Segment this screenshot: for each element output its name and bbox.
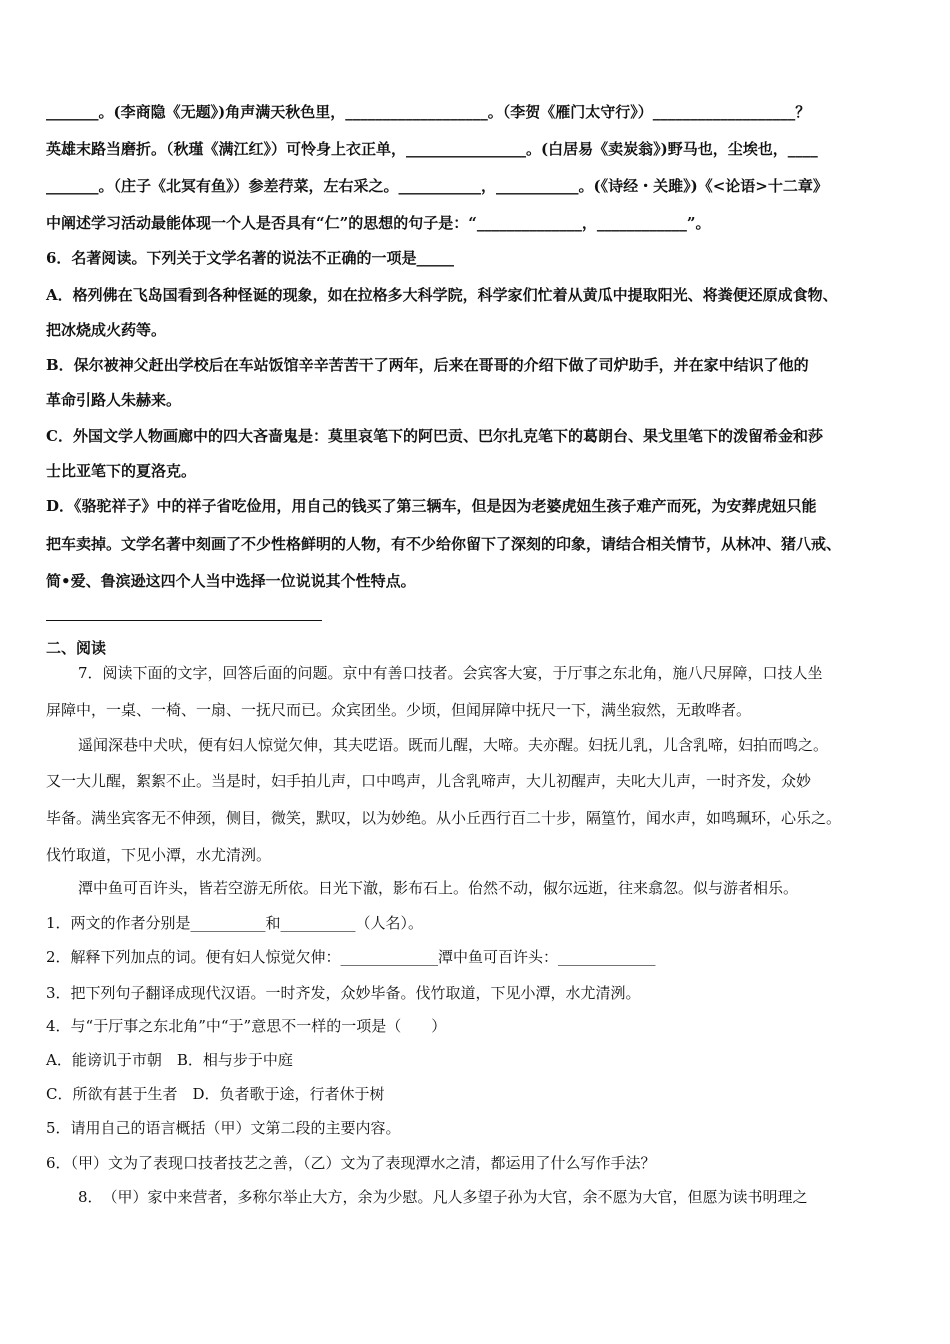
q7-text-line4: 又一大儿醒，絮絮不止。当是时，妇手拍儿声，口中鸣声，儿含乳啼声，大儿初醒声，夫叱大儿声，一时齐发，众妙 [46, 772, 812, 790]
q6-option-d-line1: D．《骆驼祥子》中的祥子省吃俭用，用自己的钱买了第三辆车，但是因为老婆虎妞生孩子难产而死，为安葬虎妞只能 [46, 497, 817, 515]
q6-option-b-line2: 革命引路人朱赫来。 [46, 391, 182, 409]
fill-line-4: 中阐述学习活动最能体现一个人是否具有“仁”的思想的句子是：“______________，____________”。 [46, 214, 711, 232]
q6-option-a-line1: A．格列佛在飞岛国看到各种怪诞的现象，如在拉格多大科学院，科学家们忙着从黄瓜中提取阳光、将粪便还原成食物、 [46, 286, 838, 304]
q7-text-line5: 毕备。满坐宾客无不伸颈，侧目，微笑，默叹，以为妙绝。从小丘西行百二十步，隔篁竹，闻水声，如鸣珮环，心乐之。 [46, 809, 842, 827]
q6-option-c-line1: C．外国文学人物画廊中的四大吝啬鬼是：莫里哀笔下的阿巴贡、巴尔扎克笔下的葛朗台、果戈里笔下的泼留希金和莎 [46, 427, 823, 445]
answer-rule [46, 620, 322, 621]
q6-option-d-line3: 简•爱、鲁滨逊这四个人当中选择一位说说其个性特点。 [46, 572, 416, 590]
q7-text-line2: 屏障中，一桌、一椅、一扇、一抚尺而已。众宾团坐。少顷，但闻屏障中抚尺一下，满坐寂然，无敢哗者。 [46, 701, 752, 719]
q7-text-line3: 遥闻深巷中犬吠，便有妇人惊觉欠伸，其夫呓语。既而儿醒，大啼。夫亦醒。妇抚儿乳，儿含乳啼，妇拍而鸣之。 [78, 736, 829, 754]
q7-text-line1: 7．阅读下面的文字，回答后面的问题。京中有善口技者。会宾客大宴，于厅事之东北角，施八尺屏障，口技人坐 [78, 664, 823, 682]
q6-option-b-line1: B．保尔被神父赶出学校后在车站饭馆辛辛苦苦干了两年，后来在哥哥的介绍下做了司炉助手，并在家中结识了他的 [46, 356, 809, 374]
sub-question-3: 3．把下列句子翻译成现代汉语。一时齐发，众妙毕备。伐竹取道，下见小潭，水尤清洌。 [46, 984, 641, 1002]
sub-question-4-options-cd: C．所欲有甚于生者 D．负者歌于途，行者休于树 [46, 1085, 385, 1103]
q6-option-d-line2: 把车卖掉。文学名著中刻画了不少性格鲜明的人物，有不少给你留下了深刻的印象，请结合相关情节，从林冲、猪八戒、 [46, 535, 842, 553]
section-heading: 二、阅读 [46, 639, 107, 657]
fill-line-3: _______。（庄子《北冥有鱼》）参差荇菜，左右采之。___________，___________。(《诗经・关雎》)《<论语>十二章》 [46, 177, 828, 195]
sub-question-6: 6．（甲）文为了表现口技者技艺之善，（乙）文为了表现潭水之清，都运用了什么写作手法？ [46, 1154, 656, 1172]
fill-line-1: _______。(李商隐《无题》)角声满天秋色里，___________________。（李贺《雁门太守行》）___________________？ [46, 103, 811, 121]
sub-question-1: 1．两文的作者分别是__________和__________（人名）。 [46, 914, 424, 932]
sub-question-4-options-ab: A．能谤讥于市朝 B．相与步于中庭 [46, 1051, 293, 1069]
sub-question-4: 4．与“于厅事之东北角”中“于”意思不一样的一项是（ ） [46, 1017, 447, 1035]
sub-question-5: 5．请用自己的语言概括（甲）文第二段的主要内容。 [46, 1119, 401, 1137]
q8-text-line1: 8． （甲）家中来营者，多称尔举止大方，余为少慰。凡人多望子孙为大官，余不愿为大官，但愿为读书明理之 [78, 1188, 808, 1206]
sub-question-2: 2．解释下列加点的词。便有妇人惊觉欠伸：_____________潭中鱼可百许头：_____________ [46, 948, 656, 966]
q6-option-c-line2: 士比亚笔下的夏洛克。 [46, 462, 197, 480]
q7-text-line6: 伐竹取道，下见小潭，水尤清洌。 [46, 846, 272, 864]
q7-text-line7: 潭中鱼可百许头，皆若空游无所依。日光下澈，影布石上。佁然不动，俶尔远逝，往来翕忽。似与游者相乐。 [78, 879, 799, 897]
fill-line-2: 英雄末路当磨折。（秋瑾《满江红》）可怜身上衣正单，________________。(白居易《卖炭翁》)野马也，尘埃也，____ [46, 140, 818, 158]
q6-stem: 6．名著阅读。下列关于文学名著的说法不正确的一项是_____ [46, 249, 454, 267]
q6-option-a-line2: 把冰烧成火药等。 [46, 321, 167, 339]
